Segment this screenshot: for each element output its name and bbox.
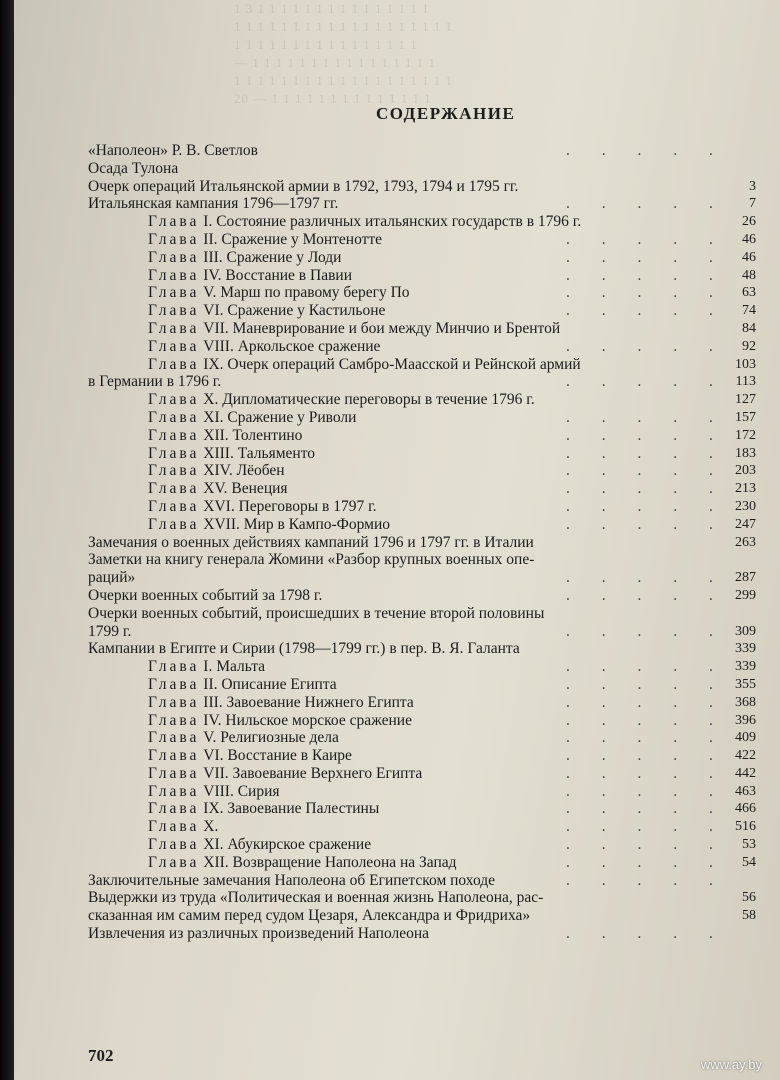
toc-entry (88, 854, 756, 872)
toc-entry-text: VII. Маневрирование и бои между Минчио и Брентой (203, 319, 561, 337)
toc-entry (88, 249, 756, 267)
chapter-label: Глава (148, 444, 200, 462)
toc-entry-text: в Германии в 1796 г. (88, 373, 222, 391)
toc-entry-title (148, 818, 218, 836)
toc-entry-title (148, 356, 581, 374)
chapter-label: Глава (148, 319, 200, 337)
leader-dots: . . . . . (566, 462, 727, 480)
toc-entry (88, 231, 756, 249)
toc-entry-text: II. Сражение у Монтенотте (203, 230, 383, 248)
chapter-label: Глава (148, 711, 200, 729)
chapter-label: Глава (148, 248, 200, 266)
toc-entry-title (88, 551, 534, 569)
chapter-label: Глава (148, 729, 200, 747)
leader-dots: . . . . . (566, 230, 727, 248)
toc-page-number: 74 (742, 303, 756, 319)
toc-entry (88, 302, 756, 320)
toc-entry-title (148, 302, 385, 320)
chapter-label: Глава (148, 230, 200, 248)
toc-entry-title (88, 872, 495, 890)
toc-entry-title (148, 836, 371, 854)
chapter-label: Глава (148, 853, 200, 871)
toc-entry-title (148, 676, 337, 694)
toc-page-number: 63 (742, 285, 756, 301)
toc-entry-text: IX. Завоевание Палестины (203, 800, 380, 818)
toc-entry-title (88, 142, 258, 160)
toc-entry-title (148, 783, 280, 801)
toc-page-number: 442 (735, 765, 756, 781)
toc-entry (88, 587, 756, 605)
toc-page-number: 355 (735, 676, 756, 692)
chapter-label: Глава (148, 213, 200, 231)
toc-entry (88, 498, 756, 516)
toc-page-number: 157 (735, 409, 756, 425)
toc-entry (88, 142, 756, 160)
toc-page-number: 46 (742, 231, 756, 247)
toc-page-number: 26 (742, 214, 756, 230)
leader-dots: . . . . . (566, 622, 727, 640)
toc-entry-text: X. (203, 818, 219, 836)
leader-dots: . . . . . (566, 693, 727, 711)
toc-entry-title (148, 480, 288, 498)
toc-entry-text: VIII. Сирия (203, 782, 280, 800)
chapter-label: Глава (148, 693, 200, 711)
leader-dots: . . . . . (566, 142, 727, 159)
toc-page-number: 92 (742, 338, 756, 354)
toc-page-number: 368 (735, 694, 756, 710)
toc-entry (88, 516, 756, 534)
chapter-label: Глава (148, 302, 200, 320)
toc-entry-title (88, 195, 338, 213)
toc-entry-title (88, 640, 520, 658)
toc-page-number: 263 (735, 534, 756, 550)
toc-entry-title (148, 231, 382, 249)
toc-page-number: 56 (742, 890, 756, 906)
toc-entry-title (148, 516, 390, 534)
toc-entry (88, 338, 756, 356)
toc-entry (88, 925, 756, 943)
leader-dots: . . . . . (566, 836, 727, 854)
leader-dots: . . . . . (566, 426, 727, 444)
leader-dots: . . . . . (566, 302, 727, 320)
leader-dots: . . . . . (566, 248, 727, 266)
toc-entry (88, 765, 756, 783)
leader-dots: . . . . . (566, 373, 727, 391)
toc-entry-text: I. Мальта (203, 658, 266, 676)
toc-page-number: 84 (742, 320, 756, 336)
toc-entry (88, 605, 756, 623)
toc-entry (88, 729, 756, 747)
chapter-label: Глава (148, 764, 200, 782)
toc-entry (88, 889, 756, 907)
toc-page-number: 309 (735, 623, 756, 639)
leader-dots: . . . . . (566, 782, 727, 800)
toc-entry (88, 409, 756, 427)
toc-entry (88, 320, 756, 338)
toc-entry-text: XII. Толентино (203, 426, 303, 444)
toc-entry (88, 872, 756, 890)
bleed-through-line: 1 1 1 1 1 1 1 1 1 1 1 1 1 1 1 1 1 1 1 (234, 19, 453, 34)
toc-page-number: 203 (735, 463, 756, 479)
toc-entry-title (148, 320, 560, 338)
toc-entry (88, 445, 756, 463)
toc-entry-text: Итальянская кампания 1796—1797 гг. (88, 195, 339, 213)
toc-page-number: 48 (742, 267, 756, 283)
toc-entry-text: IV. Восстание в Павии (203, 266, 352, 284)
chapter-label: Глава (148, 675, 200, 693)
toc-entry (88, 694, 756, 712)
toc-entry-text: III. Сражение у Лоди (203, 248, 342, 266)
leader-dots: . . . . . (566, 764, 727, 782)
bleed-through-line: 20 — 1 1 1 1 1 1 1 1 1 1 1 1 1 1 (234, 91, 432, 106)
toc-entry (88, 284, 756, 302)
chapter-label: Глава (148, 782, 200, 800)
toc-entry-title (148, 765, 422, 783)
toc-page-number: 299 (735, 587, 756, 603)
toc-entry-text: раций» (88, 569, 136, 587)
toc-entry-text: VIII. Аркольское сражение (203, 337, 381, 355)
toc-entry-text: VII. Завоевание Верхнего Египта (203, 764, 423, 782)
bleed-through-line: 1 1 1 1 1 1 1 1 1 1 1 1 1 1 1 1 (234, 37, 418, 52)
toc-entry-title (88, 373, 221, 391)
toc-page-number: 53 (742, 837, 756, 853)
toc-entry-title (148, 249, 341, 267)
chapter-label: Глава (148, 284, 200, 302)
toc-entry-text: X. Дипломатические переговоры в течение 1796 г. (203, 391, 535, 409)
toc-entry-title (148, 712, 412, 730)
leader-dots: . . . . . (566, 569, 727, 587)
leader-dots: . . . . . (566, 497, 727, 515)
toc-entry-title (88, 178, 518, 196)
toc-entry-title (148, 213, 581, 231)
toc-entry (88, 356, 756, 374)
toc-entry-title (88, 907, 530, 925)
toc-entry (88, 818, 756, 836)
toc-page-number: 339 (735, 659, 756, 675)
chapter-label: Глава (148, 266, 200, 284)
toc-entry (88, 712, 756, 730)
toc-page-number: 183 (735, 445, 756, 461)
toc-entry-title (88, 605, 544, 623)
toc-entry (88, 373, 756, 391)
leader-dots: . . . . . (566, 337, 727, 355)
toc-entry-title (148, 800, 379, 818)
toc-entry (88, 658, 756, 676)
toc-entry-text: сказанная им самим перед судом Цезаря, Александра и Фридриха» (88, 907, 531, 925)
toc-page-number: 7 (749, 196, 756, 212)
leader-dots: . . . . . (566, 284, 727, 302)
leader-dots: . . . . . (566, 444, 727, 462)
chapter-label: Глава (148, 747, 200, 765)
toc-entry (88, 640, 756, 658)
leader-dots: . . . . . (566, 408, 727, 426)
toc-entry (88, 267, 756, 285)
toc-entry-text: Выдержки из труда «Политическая и военная жизнь Наполеона, рас- (88, 889, 544, 907)
toc-entry-title (88, 623, 131, 641)
toc-entry-text: IX. Очерк операций Самбро-Маасской и Рейнской армий (203, 355, 581, 373)
toc-entry-text: Очерки военных событий за 1798 г. (88, 586, 323, 604)
leader-dots: . . . . . (566, 818, 727, 836)
toc-entry-title (148, 498, 377, 516)
leader-dots: . . . . . (566, 871, 727, 889)
chapter-label: Глава (148, 818, 200, 836)
bleed-through-line: 1 1 1 1 1 1 1 1 1 1 1 1 1 1 1 1 1 1 1 (234, 73, 453, 88)
leader-dots: . . . . . (566, 729, 727, 747)
toc-entry-text: XI. Абукирское сражение (203, 836, 372, 854)
toc-page-number: 422 (735, 748, 756, 764)
page-number: 702 (88, 1046, 114, 1065)
toc-entry-title (88, 534, 534, 552)
toc-entry-text: V. Религиозные дела (203, 729, 339, 747)
table-of-contents (88, 142, 756, 943)
toc-entry-text: XVII. Мир в Кампо-Формио (203, 515, 391, 533)
toc-entry (88, 836, 756, 854)
chapter-label: Глава (148, 426, 200, 444)
toc-entry (88, 213, 756, 231)
toc-page-number: 396 (735, 712, 756, 728)
toc-entry-text: V. Марш по правому берегу По (203, 284, 410, 302)
toc-entry-text: XI. Сражение у Риволи (203, 408, 357, 426)
toc-entry-title (148, 694, 414, 712)
book-page (14, 0, 780, 1080)
watermark: www.ay.by (700, 1057, 762, 1072)
toc-entry-text: XV. Венеция (203, 480, 288, 498)
toc-page-number: 213 (735, 481, 756, 497)
toc-entry-title (88, 587, 322, 605)
toc-entry-title (88, 925, 429, 943)
toc-page-number: 230 (735, 498, 756, 514)
toc-entry-text: Извлечения из различных произведений Наполеона (88, 925, 430, 943)
chapter-label: Глава (148, 408, 200, 426)
chapter-label: Глава (148, 497, 200, 515)
toc-page-number: 58 (742, 908, 756, 924)
toc-entry-text: XII. Возвращение Наполеона на Запад (203, 853, 457, 871)
toc-entry (88, 195, 756, 213)
toc-entry-text: Замечания о военных действиях кампаний 1796 и 1797 гг. в Италии (88, 533, 534, 551)
toc-entry (88, 623, 756, 641)
leader-dots: . . . . . (566, 480, 727, 498)
toc-entry-title (148, 338, 380, 356)
toc-page-number: 339 (735, 641, 756, 657)
toc-entry (88, 569, 756, 587)
chapter-label: Глава (148, 800, 200, 818)
leader-dots: . . . . . (566, 266, 727, 284)
toc-entry (88, 800, 756, 818)
leader-dots: . . . . . (566, 853, 727, 871)
toc-entry-text: Заметки на книгу генерала Жомини «Разбор крупных военных опе- (88, 551, 535, 569)
toc-page-number: 247 (735, 516, 756, 532)
toc-entry-title (148, 391, 535, 409)
toc-page-number: 46 (742, 249, 756, 265)
page-title: СОДЕРЖАНИЕ (376, 104, 516, 123)
bleed-through-line: — 1 1 1 1 1 1 1 1 1 1 1 1 1 1 1 1 (234, 55, 436, 70)
toc-entry-title (88, 160, 178, 178)
toc-entry (88, 480, 756, 498)
toc-entry-text: Осада Тулона (88, 159, 179, 177)
toc-entry (88, 551, 756, 569)
chapter-label: Глава (148, 355, 200, 373)
toc-entry (88, 676, 756, 694)
toc-entry (88, 534, 756, 552)
toc-entry-text: VI. Восстание в Каире (203, 747, 352, 765)
leader-dots: . . . . . (566, 747, 727, 765)
toc-page-number: 516 (735, 819, 756, 835)
leader-dots: . . . . . (566, 515, 727, 533)
toc-entry-text: Заключительные замечания Наполеона об Египетском походе (88, 871, 496, 889)
toc-page-number: 3 (749, 178, 756, 194)
toc-entry-title (148, 658, 265, 676)
bleed-through-line: 1 3 1 1 1 1 1 1 1 1 1 1 1 1 1 1 1 (234, 1, 430, 16)
toc-page-number: 103 (735, 356, 756, 372)
toc-entry-title (88, 569, 135, 587)
toc-page-number: 466 (735, 801, 756, 817)
toc-entry-text: Кампании в Египте и Сирии (1798—1799 гг.) в пер. В. Я. Галанта (88, 640, 520, 658)
leader-dots: . . . . . (566, 800, 727, 818)
toc-entry-text: IV. Нильское морское сражение (203, 711, 412, 729)
leader-dots: . . . . . (566, 711, 727, 729)
toc-page-number: 172 (735, 427, 756, 443)
toc-entry-title (88, 889, 543, 907)
toc-entry-text: Очерк операций Итальянской армии в 1792, 1793, 1794 и 1795 гг. (88, 177, 519, 195)
toc-entry (88, 391, 756, 409)
toc-entry (88, 427, 756, 445)
leader-dots: . . . . . (566, 586, 727, 604)
chapter-label: Глава (148, 658, 200, 676)
toc-entry-title (148, 409, 356, 427)
toc-entry-text: III. Завоевание Нижнего Египта (203, 693, 414, 711)
chapter-label: Глава (148, 836, 200, 854)
toc-entry-title (148, 462, 285, 480)
toc-entry-title (148, 267, 352, 285)
toc-entry-title (148, 284, 410, 302)
toc-entry-text: XIV. Лёобен (203, 462, 285, 480)
toc-entry-title (148, 729, 339, 747)
chapter-label: Глава (148, 391, 200, 409)
toc-entry-title (148, 747, 352, 765)
toc-entry (88, 907, 756, 925)
toc-page-number: 409 (735, 730, 756, 746)
toc-page-number: 113 (735, 374, 756, 390)
toc-entry-text: «Наполеон» Р. В. Светлов (88, 142, 258, 159)
toc-entry (88, 462, 756, 480)
chapter-label: Глава (148, 337, 200, 355)
toc-entry-text: Очерки военных событий, происшедших в течение второй половины (88, 604, 545, 622)
toc-entry-text: II. Описание Египта (203, 675, 337, 693)
toc-entry (88, 160, 756, 178)
toc-entry-text: 1799 г. (88, 622, 132, 640)
leader-dots: . . . . . (566, 675, 727, 693)
toc-entry (88, 178, 756, 196)
toc-entry-text: VI. Сражение у Кастильоне (203, 302, 386, 320)
toc-page-number: 127 (735, 392, 756, 408)
toc-entry-title (148, 854, 457, 872)
chapter-label: Глава (148, 515, 200, 533)
leader-dots: . . . . . (566, 925, 727, 943)
chapter-label: Глава (148, 462, 200, 480)
toc-entry-title (148, 445, 315, 463)
leader-dots: . . . . . (566, 195, 727, 213)
toc-page-number: 54 (742, 854, 756, 870)
toc-entry-title (148, 427, 302, 445)
toc-entry (88, 747, 756, 765)
leader-dots: . . . . . (566, 658, 727, 676)
toc-entry-text: I. Состояние различных итальянских государств в 1796 г. (203, 213, 582, 231)
toc-page-number: 463 (735, 783, 756, 799)
toc-entry (88, 783, 756, 801)
chapter-label: Глава (148, 480, 200, 498)
toc-page-number: 287 (735, 570, 756, 586)
toc-entry-text: XIII. Тальяменто (203, 444, 316, 462)
toc-entry-text: XVI. Переговоры в 1797 г. (203, 497, 377, 515)
